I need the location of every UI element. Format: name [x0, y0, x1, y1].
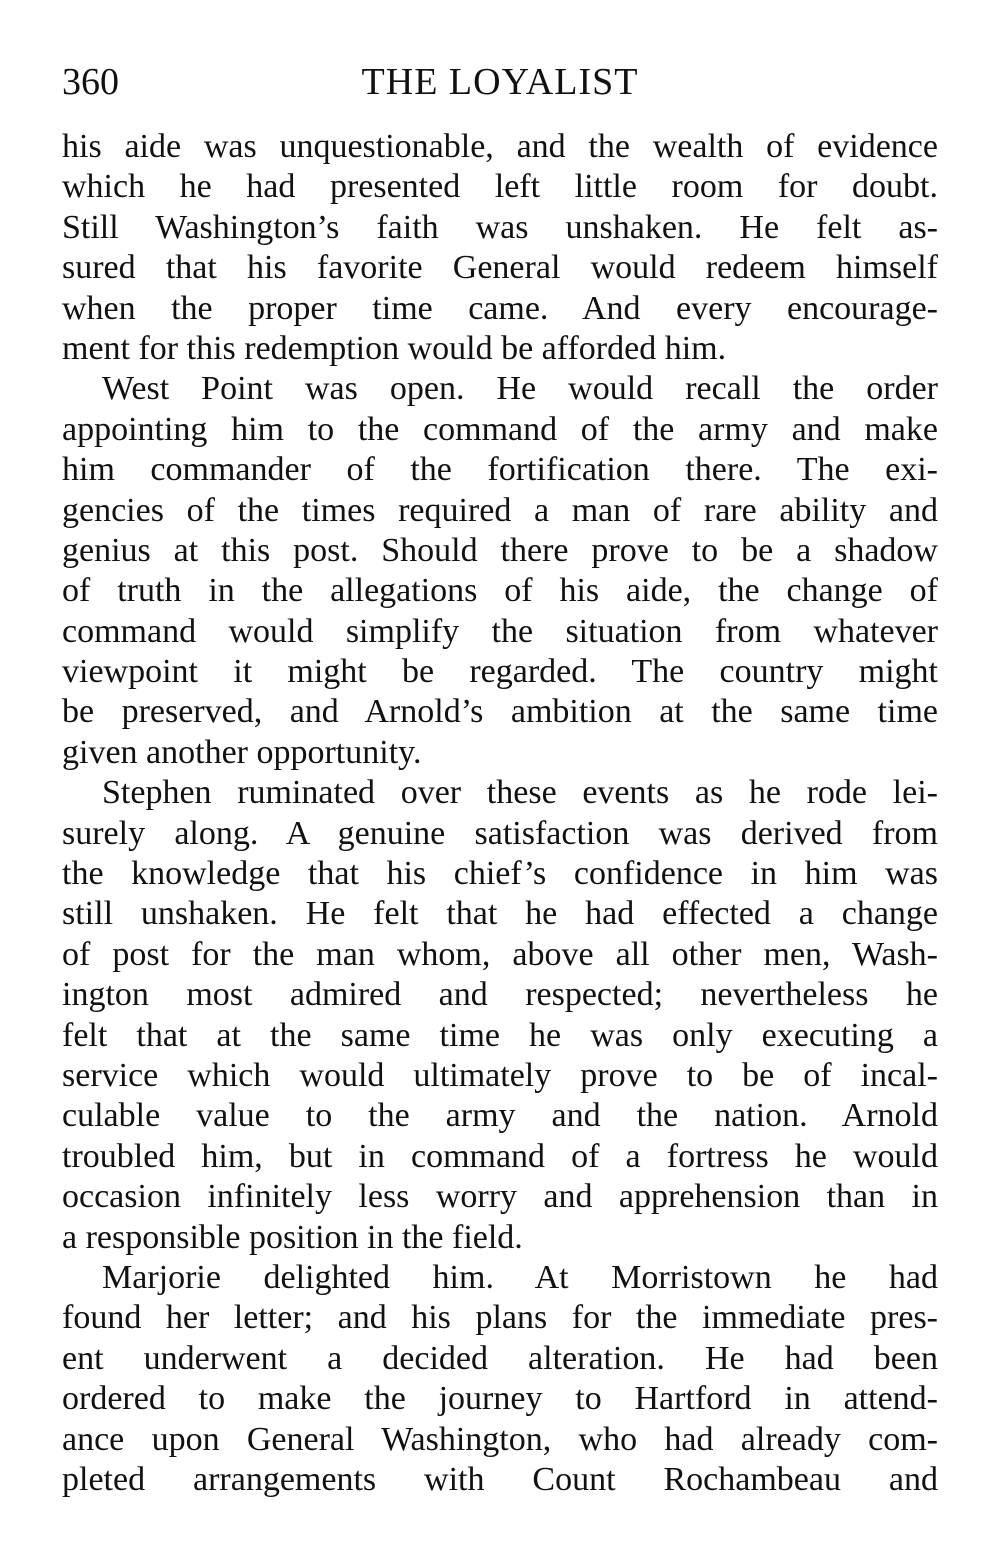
body-text [62, 127, 938, 1500]
text-line: Still Washington’s faith was unshaken. He felt as- [62, 208, 938, 246]
text-line: genius at this post. Should there prove to be a shadow [62, 531, 938, 569]
text-line: surely along. A genuine satisfaction was derived from [62, 814, 938, 852]
text-line: command would simplify the situation from whatever [62, 612, 938, 650]
text-line: him commander of the fortification there. The exi- [62, 451, 938, 489]
text-line: be preserved, and Arnold’s ambition at the same time [62, 693, 938, 731]
paragraph [62, 369, 938, 773]
text-line: West Point was open. He would recall the order [102, 370, 938, 408]
text-line: ent underwent a decided alteration. He had been [62, 1339, 938, 1377]
text-line: Stephen ruminated over these events as he rode lei- [102, 774, 938, 812]
text-line: culable value to the army and the nation. Arnold [62, 1097, 938, 1135]
paragraph [62, 1258, 938, 1500]
paragraph [62, 773, 938, 1258]
text-line: ordered to make the journey to Hartford in attend- [62, 1380, 938, 1418]
text-line: Marjorie delighted him. At Morristown he had [102, 1258, 938, 1296]
text-line: sured that his favorite General would redeem himself [62, 249, 938, 287]
paragraph [62, 127, 938, 369]
text-line: pleted arrangements with Count Rochambeau and [62, 1460, 938, 1498]
page-header [62, 56, 938, 108]
text-line: occasion infinitely less worry and apprehension than in [62, 1178, 938, 1216]
text-line: found her letter; and his plans for the immediate pres- [62, 1299, 938, 1337]
text-line: troubled him, but in command of a fortress he would [62, 1137, 938, 1175]
text-line: which he had presented left little room for doubt. [62, 168, 938, 206]
text-line: given another opportunity. [62, 733, 422, 771]
text-line: the knowledge that his chief’s confidence in him was [62, 855, 938, 893]
text-line: viewpoint it might be regarded. The country might [62, 653, 938, 691]
text-line: of truth in the allegations of his aide, the change of [62, 572, 938, 610]
page-number: 360 [62, 61, 119, 103]
text-line: gencies of the times required a man of rare ability and [62, 491, 938, 529]
text-line: ington most admired and respected; nevertheless he [62, 976, 938, 1014]
text-line: a responsible position in the field. [62, 1218, 523, 1256]
text-line: ance upon General Washington, who had already com- [62, 1420, 938, 1458]
text-line: ment for this redemption would be afforded him. [62, 329, 727, 367]
text-line: service which would ultimately prove to be of incal- [62, 1056, 938, 1094]
running-title: THE LOYALIST [361, 61, 639, 103]
text-line: appointing him to the command of the army and make [62, 410, 938, 448]
text-line: still unshaken. He felt that he had effected a change [62, 895, 938, 933]
text-line: felt that at the same time he was only executing a [62, 1016, 938, 1054]
text-line: of post for the man whom, above all other men, Wash- [62, 935, 938, 973]
text-line: his aide was unquestionable, and the wealth of evidence [62, 128, 938, 165]
text-line: when the proper time came. And every encourage- [62, 289, 938, 327]
